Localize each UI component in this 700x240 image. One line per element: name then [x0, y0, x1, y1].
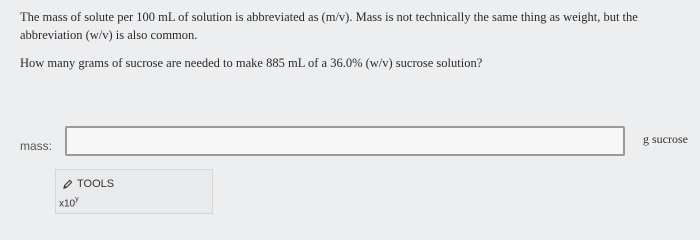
unit-label: g sucrose: [643, 132, 688, 146]
mass-input[interactable]: [65, 126, 625, 156]
tools-panel: [55, 169, 213, 214]
problem-intro: The mass of solute per 100 mL of solution is abbreviated as (m/v). Mass is not technically the same thing as weight, but the abbreviation (w/v) is also common.: [20, 10, 638, 42]
sci-notation-base: x10: [59, 198, 76, 210]
sci-notation-exponent: y: [75, 196, 79, 203]
tools-label: TOOLS: [77, 178, 115, 190]
tools-button[interactable]: [62, 178, 114, 190]
mass-label: mass:: [20, 139, 53, 153]
scientific-notation-button[interactable]: [59, 197, 79, 209]
pencil-icon: [62, 179, 73, 190]
problem-question: How many grams of sucrose are needed to make 885 mL of a 36.0% (w/v) sucrose solution?: [20, 56, 483, 70]
